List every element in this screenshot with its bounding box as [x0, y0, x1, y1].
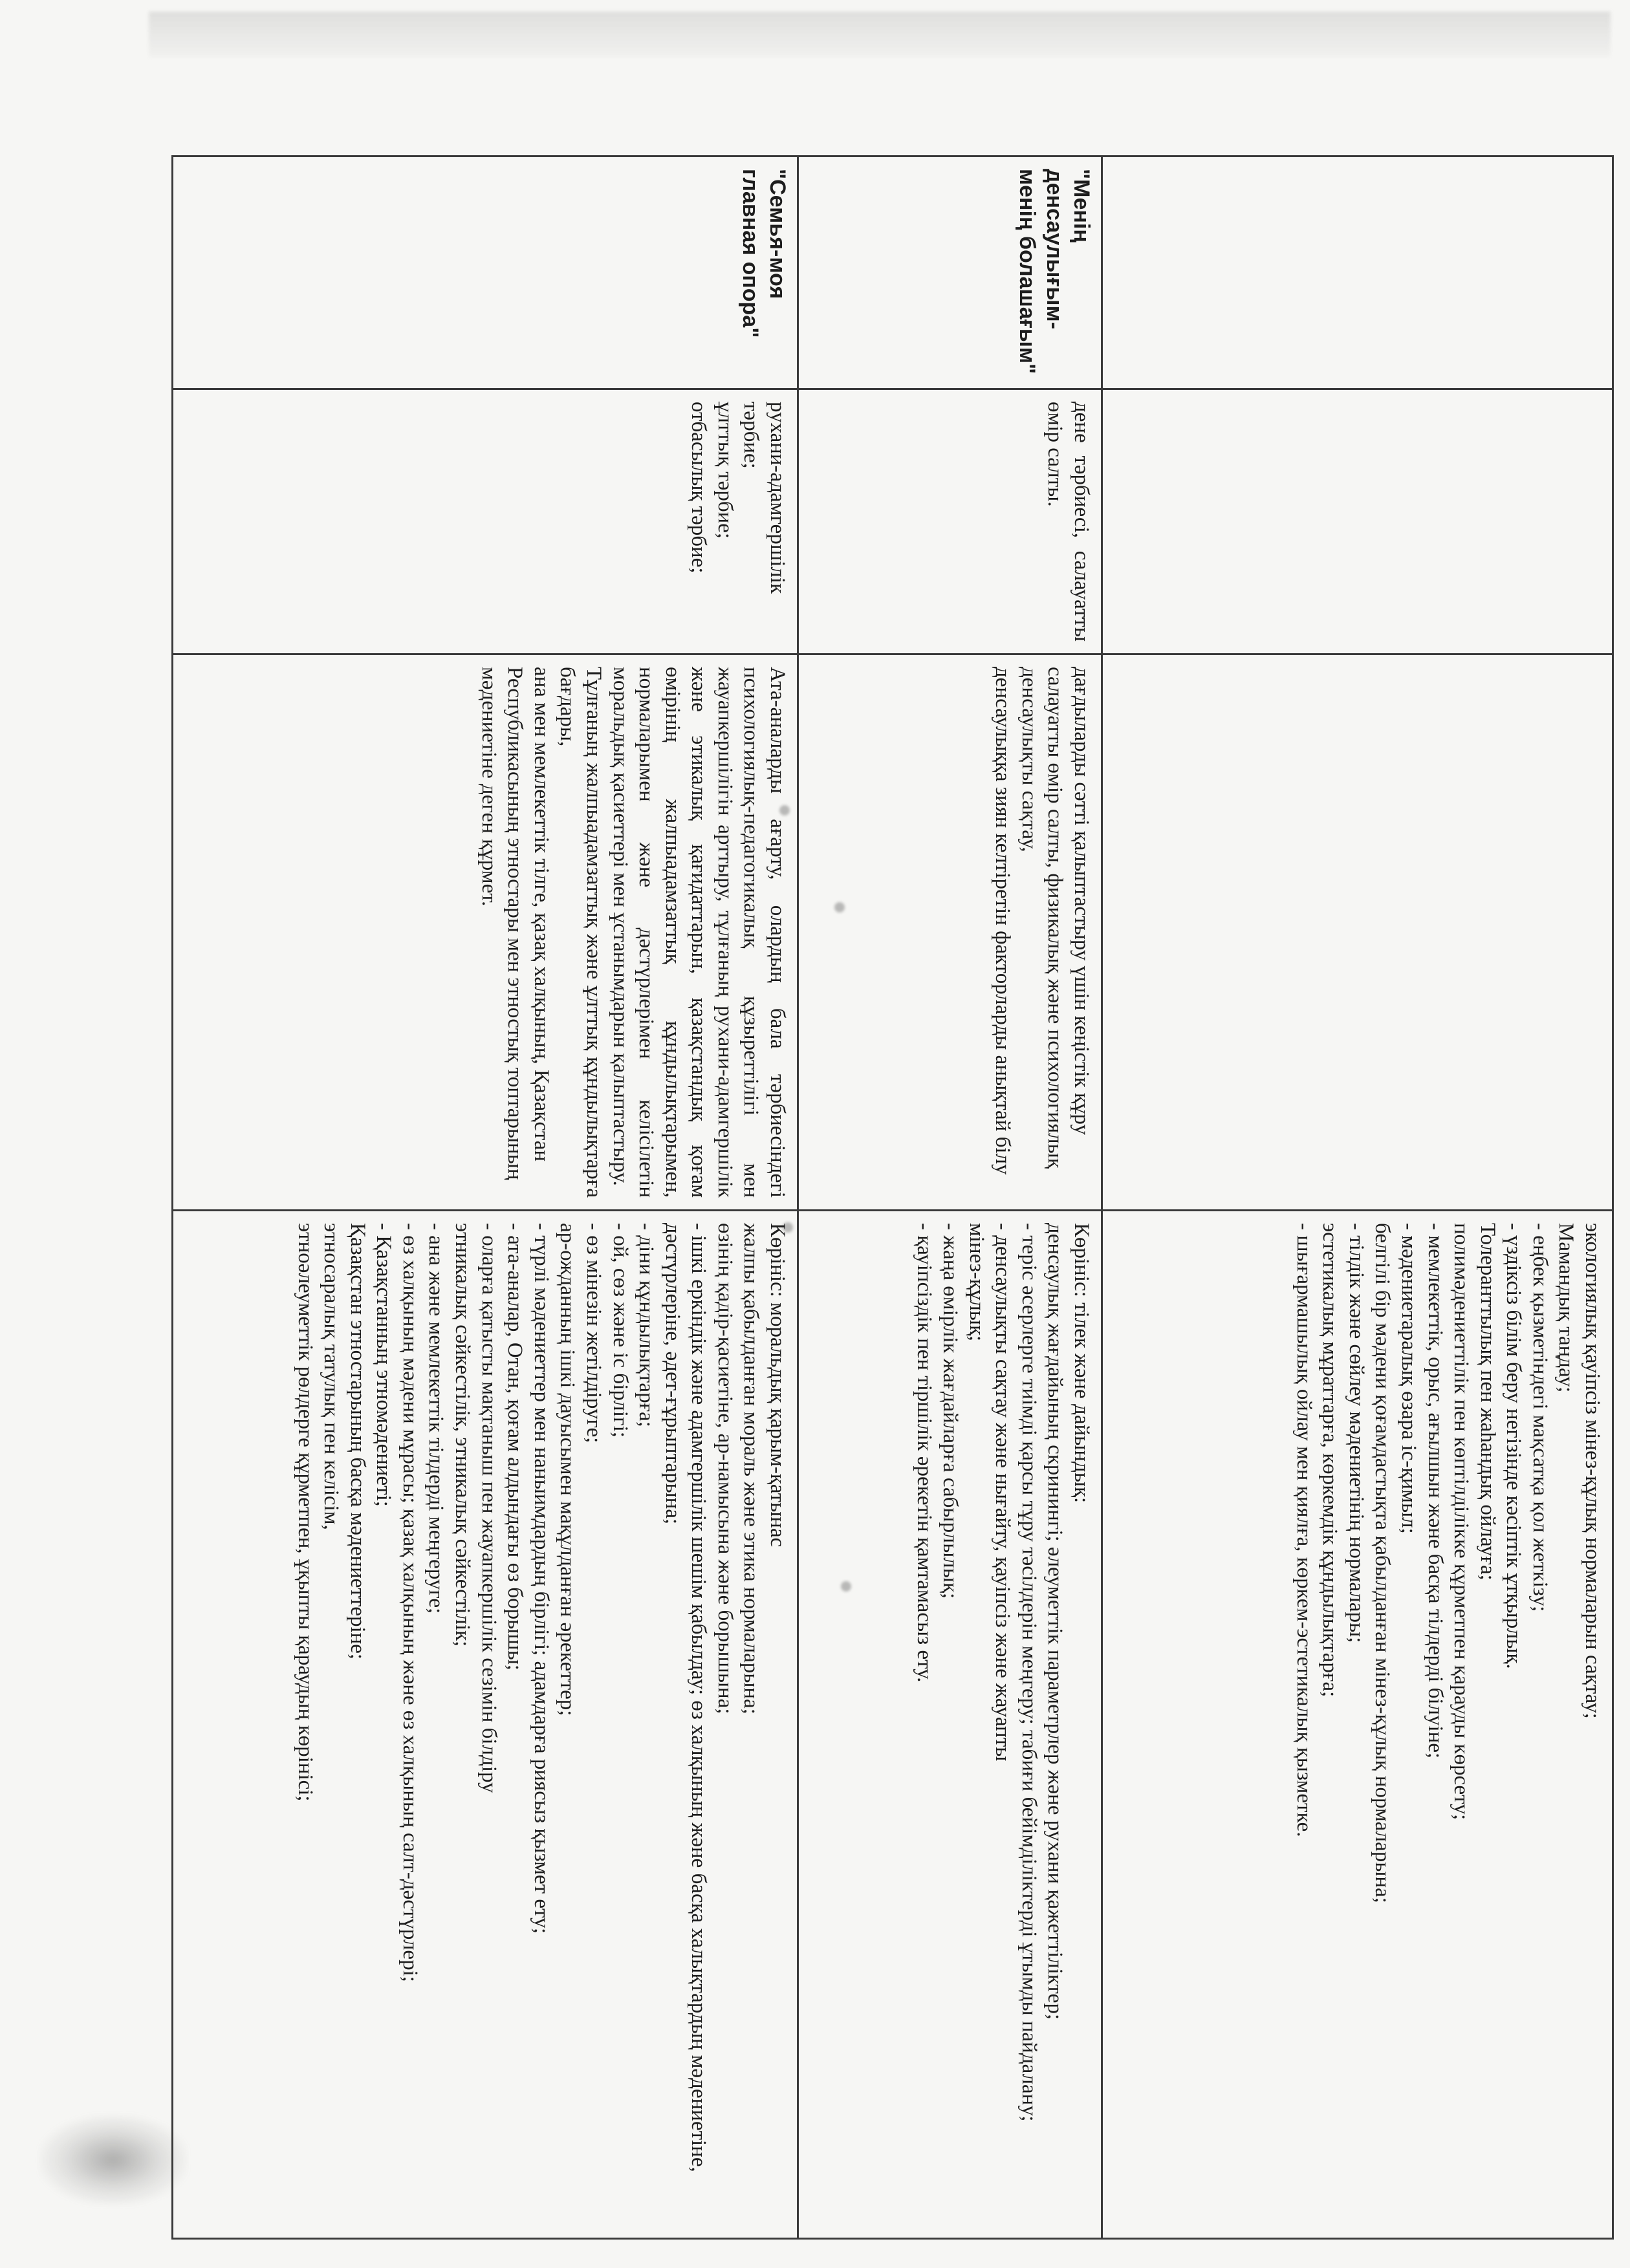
results-cell — [1102, 1211, 1613, 2239]
result-line: Көрініс: тілек және дайындық: — [1070, 1223, 1093, 1504]
result-line: полимәдениеттілік пен көптілділікке құрметпен қарауды көрсету; — [1450, 1223, 1473, 1820]
theme-title: "Менің денсаулығым-менің болашағым" — [1015, 169, 1094, 374]
result-line: ар-ожданның ішкі дауысымен мақұлданған әрекеттер; — [556, 1223, 580, 1716]
direction-cell — [1102, 389, 1613, 654]
direction-cell — [173, 389, 798, 654]
result-line: дәстүрлеріне, әдет-ғұрыптарына; — [660, 1223, 684, 1525]
tasks-cell — [1102, 654, 1613, 1211]
result-line: - өз халқының мәдени мұрасы; қазақ халқының және өз халқының салт-дәстүрлері; — [398, 1223, 422, 1982]
results-cell — [173, 1211, 798, 2239]
tasks-cell — [798, 654, 1102, 1211]
result-line: - денсаулықты сақтау және нығайту, қауіпсіз және жауапты — [991, 1223, 1015, 1762]
result-line: этноәлеуметтік рөлдерге құрметпен, ұқыпты қараудың көрінісі; — [293, 1223, 317, 1802]
result-line: жалпы қабылданған мораль және этика нормаларына; — [739, 1223, 763, 1714]
direction-cell — [798, 389, 1102, 654]
task-line: ана мен мемлекеттік тілге, қазақ халқының, Қазақстан Республикасының этностары мен этностық топтарының мәдениетіне деген құрмет. — [477, 667, 553, 1180]
task-line: денсаулыққа зиян келтіретін факторларды анықтай білу — [991, 667, 1015, 1175]
direction-line: дене тәрбиесі, салауатты өмір салты. — [1043, 402, 1093, 642]
result-line: - шығармашылық ойлау мен қиялға, көркем-эстетикалық қызметке. — [1292, 1223, 1316, 1837]
task-line: Тұлғаның жалпыадамзаттық және ұлттық құндылықтарға бағдары, — [556, 667, 605, 1198]
result-line: белгілі бір мәдени қоғамдастықта қабылданған мінез-құлық нормаларына; — [1371, 1223, 1395, 1903]
result-line: Толеранттылық пен жаһандық ойлауға; — [1475, 1223, 1499, 1581]
result-line: этникалық сәйкестілік, этникалық сәйкестілік; — [451, 1223, 475, 1647]
theme-title: "Семья-моя главная опора" — [738, 169, 790, 338]
direction-line: отбасылық тәрбие; — [687, 402, 711, 574]
result-line: - мәдениетаралық өзара іс-қимыл; — [1396, 1223, 1420, 1534]
result-line: мінез-құлық; — [964, 1223, 988, 1342]
result-line: Көрініс: моральдық қарым-қатынас — [766, 1223, 789, 1548]
result-line: - теріс әсерлерге тиімді қарсы тұру тәсілдерін меңгеру; табиғи бейімділіктерді ұтымды пайдалану; — [1017, 1223, 1041, 2122]
result-line: Қазақстан этностарының басқа мәдениеттеріне; — [345, 1223, 369, 1660]
task-line: дағдыларды сәтті қалыптастыру үшін кеңістік құру салауатты өмір салты, физикалық және психологиялық денсаулықты сақтау, — [1017, 667, 1093, 1169]
result-line: - тілдік және сөйлеу мәдениетінің нормалары; — [1344, 1223, 1368, 1643]
result-line: - еңбек қызметіндегі мақсатқа қол жеткізу; — [1528, 1223, 1552, 1612]
direction-line: ұлттық тәрбие; — [713, 402, 737, 539]
result-line: эстетикалық мұраттарға, көркемдік құндылықтарға; — [1318, 1223, 1342, 1698]
scan-smudge — [39, 2115, 188, 2205]
result-line: - мемлекеттік, орыс, ағылшын және басқа тілдерді білуіне; — [1423, 1223, 1447, 1759]
rotated-page — [171, 155, 1614, 2238]
result-line: - оларға қатысты мақтаныш пен жауапкершілік сезімін білдіру — [477, 1223, 501, 1793]
result-line: - Қазақстанның этномәдениеті; — [372, 1223, 396, 1507]
result-line: - қауіпсіздік пен тіршілік әрекетін қамтамасыз ету. — [912, 1223, 936, 1683]
result-line: Мамандық таңдау; — [1554, 1223, 1578, 1393]
result-line: өзінің қадір-қасиетіне, ар-намысына және борышына; — [713, 1223, 737, 1714]
table-row — [1102, 157, 1613, 2239]
table-row — [798, 157, 1102, 2239]
result-line: - үздіксіз білім беру негізінде кәсіптік ұтқырлық. — [1502, 1223, 1526, 1669]
result-line: - ана және мемлекеттік тілдерді меңгеруге; — [424, 1223, 448, 1614]
result-line: - ішкі еркіндік және адамгершілік шешім қабылдау; өз халқының және басқа халықтардың мәдениетіне, — [687, 1223, 711, 2172]
tasks-cell — [173, 654, 798, 1211]
theme-cell — [1102, 157, 1613, 389]
plan-table — [171, 155, 1614, 2240]
result-line: этносаралық татулық пен келісім, — [320, 1223, 343, 1530]
result-line: экологиялық қауіпсіз мінез-құлық нормаларын сақтау; — [1581, 1223, 1604, 1719]
result-line: - ой, сөз және іс бірлігі; — [608, 1223, 632, 1438]
result-line: - ата-аналар, Отан, қоғам алдындағы өз борышы; — [503, 1223, 527, 1671]
result-line: - түрлі мәдениеттер мен наныимдардың бірлігі; адамдарға риясыз қызмет ету; — [529, 1223, 553, 1934]
result-line: денсаулық жағдайының скринингі; әлеуметтік параметрлер және рухани қажеттіліктер; — [1043, 1223, 1067, 2020]
result-line: - жаңа өмірлік жағдайларға сабырлылық; — [939, 1223, 962, 1599]
result-line: - діни құндылықтарға; — [635, 1223, 658, 1427]
theme-cell — [798, 157, 1102, 389]
result-line: - өз мінезін жетілдіруге; — [581, 1223, 605, 1443]
direction-line: рухани-адамгершілік тәрбие; — [739, 402, 789, 594]
results-cell — [798, 1211, 1102, 2239]
scan-shadow-top — [149, 12, 1611, 57]
task-line: Ата-аналарды ағарту, олардың бала тәрбиесіндегі психологиялық-педагогикалық құзыреттілігі мен жауапкершілігін арттыру, тұлғаның рухани-адамгершілік және этикалық қағидаттарын, қазақстандық қоғам өмірінің жалпыадамзаттық құндылықтарымен, нормаларымен және дәстүрлерімен келісілетін моральдық қасиеттері мен ұстанымдарын қалыптастыру. — [608, 667, 789, 1198]
theme-cell — [173, 157, 798, 389]
table-row — [173, 157, 798, 2239]
